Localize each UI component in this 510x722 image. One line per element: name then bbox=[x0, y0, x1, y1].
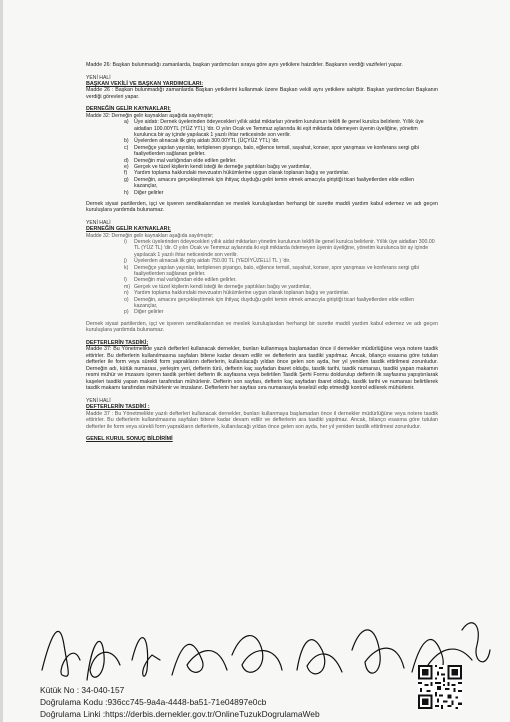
list-text: Diğer gelirler bbox=[134, 309, 164, 316]
signature-5 bbox=[232, 636, 282, 673]
scan-edge bbox=[0, 0, 3, 722]
signature-2 bbox=[87, 641, 120, 680]
gelir-note-old: Dernek siyasi partilerden, işçi ve işveren sendikalarından ve meslek kuruluşlardan herhangi bir surette maddi yardım kabul edemez ve adı geçen kuruluşlara yardımda bulunamaz. bbox=[86, 200, 438, 214]
signature-4 bbox=[172, 644, 227, 675]
list-item bbox=[86, 265, 438, 278]
list-marker: c) bbox=[124, 144, 129, 151]
dogrulama-linki[interactable]: Doğrulama Linki :https://derbis.dernekler.gov.tr/OnlineTuzukDogrulamaWeb bbox=[40, 709, 320, 719]
signature-9 bbox=[462, 623, 490, 662]
section-heading-gelir-old: DERNEĞİN GELİR KAYNAKLARI; bbox=[86, 106, 171, 113]
list-text: Derneğin mal varlığından elde edilen gelirler. bbox=[134, 277, 237, 284]
list-marker: p) bbox=[124, 309, 129, 316]
signature-7 bbox=[352, 630, 404, 673]
gelir-list-new bbox=[86, 239, 438, 316]
yeni-hali-label: YENİ HALİ bbox=[86, 397, 111, 404]
list-text: Yardım toplama hakkındaki mevzuatın hükümlerine uygun olarak toplanan bağış ve yardımlar. bbox=[134, 290, 350, 297]
list-text: Üyelerden alınacak ilk giriş aidatı 750.00 TL (YEDİYÜZELLİ TL ) 'dir. bbox=[134, 258, 291, 265]
qr-code bbox=[418, 665, 462, 709]
list-marker: f) bbox=[124, 170, 128, 177]
list-marker: l) bbox=[124, 277, 127, 284]
gelir-note-new: Dernek siyasi partilerden, işçi ve işveren sendikalarından ve meslek kuruluşlardan herhangi bir surette maddi yardım kabul edemez ve adı geçen kuruluşlara yardımda bulunamaz. bbox=[86, 320, 438, 334]
yeni-hali-label: YENİ HALİ bbox=[86, 219, 111, 226]
list-text: Dernek üyelerinden ödeyecekleri yıllık aidat miktarları yönetim kurulunun teklifi ile genel kurulca belirlenir. Yıllık üye aidatları 300.00 TL (YÜZ TL) 'dir. O yılın Ocak ve Temmuz aylarında iki eşit miktarda ödemeyen üyenin üyeliğine, yönetim kurulunca bir ay içinde yapılacak 1 yazılı ihtar neticesinde son verilir. bbox=[134, 238, 435, 258]
list-text: Gerçek ve tüzel kişilerin kendi isteği ile derneğe yaptıkları bağış ve yardımlar, bbox=[134, 163, 312, 170]
list-marker: o) bbox=[124, 296, 129, 303]
signature-6 bbox=[297, 640, 342, 674]
list-text: Derneğçe yapılan yayınlar, tertiplenen piyango, balo, eğlence temsil, sayahat, konser, spor yarışması ve konferans sergi gibi faaliyetlerden sağlanan gelirler. bbox=[134, 144, 419, 158]
section-heading-defter-new: DEFTERLERİN TASDİKİ : bbox=[86, 404, 150, 411]
list-text: Üyelerden alınacak ilk giriş aidatı 300.00YTL (ÜÇYÜZ YTL) 'dir. bbox=[134, 138, 280, 145]
madde-26-new: Madde 26 : Başkan bulunmadığı zamanlarda Başkan yetkilerini kullanmak üzere Başkan vekili aynı yetkilere sahiptir. Başkan yardımcıları Başkanın verdiği görevleri yapar. bbox=[86, 87, 438, 100]
list-item bbox=[86, 239, 438, 258]
list-marker: j) bbox=[124, 258, 127, 265]
dogrulama-kodu: Doğrulama Kodu :936cc745-9a4a-4448-ba51-71e04897e0cb bbox=[40, 697, 267, 707]
list-marker: h) bbox=[124, 189, 129, 196]
madde-37-new: Madde 37 : Bu Yönetmelikte yazılı defterleri kullanacak dernekler, bunları kullanmaya başlamadan önce il dernekler müdürlüğüne veya notere tasdik ettirirler. Bu defterlerin kullanılmasına sayfaları bitene kadar devam edilir ve defterlerin ara tasdiki yapılmaz. Ancak, bilanço esasına göre tutulan defterler ile form veya sürekli form yaprakların defterlerin, kullanılacağı yıldan önce gelen son ayda, her yıl yeniden tasdik ettirilmesi zorunludur. bbox=[86, 410, 438, 430]
list-text: Gerçek ve tüzel kişilerin kendi isteği ile derneğe yaptıkları bağış ve yardımlar, bbox=[134, 283, 312, 290]
gelir-list-old bbox=[86, 119, 438, 196]
madde-26-old: Madde 26: Başkan bulunmadığı zamanlarda, başkan yardımcıları sıraya göre aynı yetkilere haizdirler. Başkanın verdiği vazifeleri yapar. bbox=[86, 62, 403, 68]
list-marker: m) bbox=[124, 283, 131, 290]
yeni-hali-label: YENİ HALİ bbox=[86, 74, 111, 81]
kutuk-no: Kütük No : 34-040-157 bbox=[40, 685, 125, 695]
list-marker: n) bbox=[124, 290, 129, 297]
list-item bbox=[86, 145, 438, 158]
list-text: Derneğçe yapılan yayınlar, tertiplenen piyango, balo, eğlence temsil, sayahat, konser, spor yarışması ve konferans sergi gibi faaliyetlerden sağlanan gelirler. bbox=[134, 264, 419, 277]
section-heading-baskan: BAŞKAN VEKİLİ VE BAŞKAN YARDIMCILARI: bbox=[86, 80, 204, 87]
list-marker: g) bbox=[124, 176, 129, 183]
document-body bbox=[86, 62, 438, 443]
signature-1 bbox=[42, 631, 80, 676]
list-marker: k) bbox=[124, 264, 129, 271]
signature-3 bbox=[132, 638, 160, 677]
list-text: Derneğin mal varlığından elde edilen gelirler. bbox=[134, 157, 237, 164]
section-heading-defter-old: DEFTERLERİN TASDİKİ; bbox=[86, 339, 149, 346]
list-marker: i) bbox=[124, 238, 127, 245]
list-text: Derneğin, amacını gerçekleştirmek için ihtiyaç duyduğu geliri temin etmek amacıyla giriştiği ticari faaliyetlerden elde edilen kazançlar, bbox=[134, 296, 414, 310]
list-item bbox=[86, 297, 438, 310]
list-text: Diğer gelirler bbox=[134, 189, 164, 196]
list-marker: d) bbox=[124, 157, 129, 164]
madde-32-lead-old: Madde 32: Derneğin gelir kaynakları aşağıda sayılmıştır; bbox=[86, 112, 214, 119]
list-text: Üye aidatı: Dernek üyelerinden ödeyecekleri yıllık aidat miktarları yönetim kurulunun teklifi ile genel kurulca belirlenir. Yıllık üye aidatları 100.00YTL (YÜZ YTL) 'dir. O yılın Ocak ve Temmuz aylarında iki eşit miktarda ödemeyen üyenin üyeliğine, yönetim kurulunca bir ay içinde yapılacak 1 yazılı ihtar neticesinde son verilir. bbox=[134, 119, 424, 138]
list-item bbox=[86, 119, 438, 138]
section-heading-gelir-new: DERNEĞİN GELİR KAYNAKLARI; bbox=[86, 226, 171, 233]
madde-37-old: Madde 37: Bu Yönetmelikte yazılı defterleri kullanacak dernekler, bunları kullanmaya başlamadan önce il dernekler müdürlüğüne veya notere tasdik ettirirler. Bu defterlerin kullanılmasına sayfaları bitene kadar devam edilir ve defterlerin ara tasdiki yapılmaz. Ancak, bilanço esasına göre tutulan defterler ile form veya sürekli form yaprakların defterlerin, kullanılacağı yıldan önce gelen son ayda, her yıl yeniden tasdik ettirilmesi zorunludur. Derneğin adı, kütük numarası, yerleşim yeri, defterin türü, defterin kaç sayfadan ibaret olduğu, tasdik tarihi, tasdik numarası, tasdiki yapan makamın resmi mühür ve imzasını içeren tasdik şerhleri defterin ilk sayfasına veya belirtilen Tasdik Şerhi Formu doldurulup defterin ilk sayfasına yapıştırılarak kaşeleri tasdiki yapan makam tarafından mühürlenir. Defterin son sayfası, defterin kaç sayfadan ibaret olduğu, tasdik tarihi ve numarası belirtilerek tasdik makamı tarafından mühürlenir ve imzalanır. Defterlerin her sayfası sıra numarasıyla teselsül edip etmediği kontrol edilerek mühürlenir. bbox=[86, 346, 438, 392]
list-text: Yardım toplama hakkındaki mevzuatın hükümlerine uygun olarak toplanan bağış ve yardımlar. bbox=[134, 170, 350, 177]
list-marker: a) bbox=[124, 119, 129, 126]
list-marker: b) bbox=[124, 138, 129, 145]
list-item bbox=[86, 177, 438, 190]
section-heading-genel-kurul: GENEL KURUL SONUÇ BİLDİRİMİ bbox=[86, 436, 173, 443]
list-text: Derneğin, amacını gerçekleştirmek için ihtiyaç duyduğu geliri temin etmek amacıyla giriştiği ticari faaliyetlerden elde edilen kazançlar, bbox=[134, 176, 414, 190]
list-marker: e) bbox=[124, 163, 129, 170]
madde-32-lead-new: Madde 32: Derneğin gelir kaynakları aşağıda sayılmıştır; bbox=[86, 232, 214, 239]
